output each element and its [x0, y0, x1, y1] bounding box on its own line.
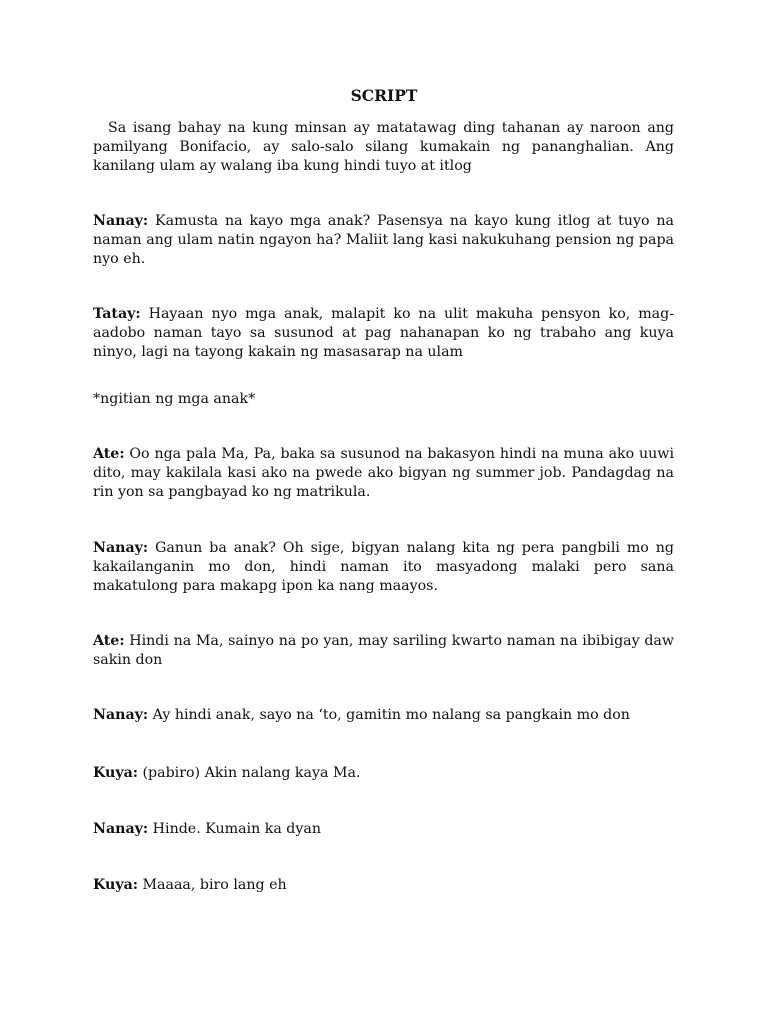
dialogue-line-5 — [93, 632, 674, 670]
dialogue-text: Ay hindi anak, sayo na ‘to, gamitin mo nalang sa pangkain mo don — [148, 707, 630, 723]
stage-direction-text: *ngitian ng mga anak* — [93, 391, 256, 407]
speaker-label: Kuya: — [93, 877, 139, 893]
speaker-label: Kuya: — [93, 765, 139, 781]
speaker-label: Ate: — [93, 446, 125, 462]
dialogue-text: Hindi na Ma, sainyo na po yan, may sariling kwarto naman na ibibigay daw sakin don — [93, 633, 674, 668]
dialogue-text: Ganun ba anak? Oh sige, bigyan nalang kita ng pera pangbili mo ng kakailanganin mo don, hindi naman ito masyadong malaki pero sana makatulong para makapg ipon ka nang maayos. — [93, 540, 674, 594]
dialogue-line-2 — [93, 305, 674, 362]
dialogue-text: Hinde. Kumain ka dyan — [148, 821, 321, 837]
speaker-label: Nanay: — [93, 821, 149, 837]
dialogue-line-4 — [93, 539, 674, 596]
dialogue-text: Kamusta na kayo mga anak? Pasensya na kayo kung itlog at tuyo na naman ang ulam natin ngayon ha? Maliit lang kasi nakukuhang pension ng papa nyo eh. — [93, 213, 674, 267]
dialogue-text: Maaaa, biro lang eh — [138, 877, 287, 893]
dialogue-line-1 — [93, 212, 674, 269]
dialogue-line-3 — [93, 445, 674, 502]
speaker-label: Nanay: — [93, 540, 149, 556]
speaker-label: Tatay: — [93, 306, 141, 322]
speaker-label: Nanay: — [93, 707, 149, 723]
speaker-label: Nanay: — [93, 213, 149, 229]
page-title: SCRIPT — [350, 86, 418, 105]
dialogue-text: Hayaan nyo mga anak, malapit ko na ulit makuha pensyon ko, mag-aadobo naman tayo sa susunod at pag nahanapan ko ng trabaho ang kuya ninyo, lagi na tayong kakain ng masasarap na ulam — [93, 306, 674, 360]
speaker-label: Ate: — [93, 633, 125, 649]
stage-direction — [93, 390, 674, 409]
dialogue-text: Oo nga pala Ma, Pa, baka sa susunod na bakasyon hindi na muna ako uuwi dito, may kakilala kasi ako na pwede ako bigyan ng summer job. Pandagdag na rin yon sa pangbayad ko ng matrikula. — [93, 446, 674, 500]
dialogue-line-7 — [93, 764, 674, 783]
intro-paragraph: Sa isang bahay na kung minsan ay matatawag ding tahanan ay naroon ang pamilyang Bonifacio, ay salo-salo silang kumakain ng pananghalian. Ang kanilang ulam ay walang iba kung hindi tuyo at itlog — [93, 120, 674, 174]
dialogue-text: (pabiro) Akin nalang kaya Ma. — [138, 765, 361, 781]
dialogue-line-8 — [93, 820, 674, 839]
dialogue-line-6 — [93, 706, 674, 725]
dialogue-line-9 — [93, 876, 674, 895]
